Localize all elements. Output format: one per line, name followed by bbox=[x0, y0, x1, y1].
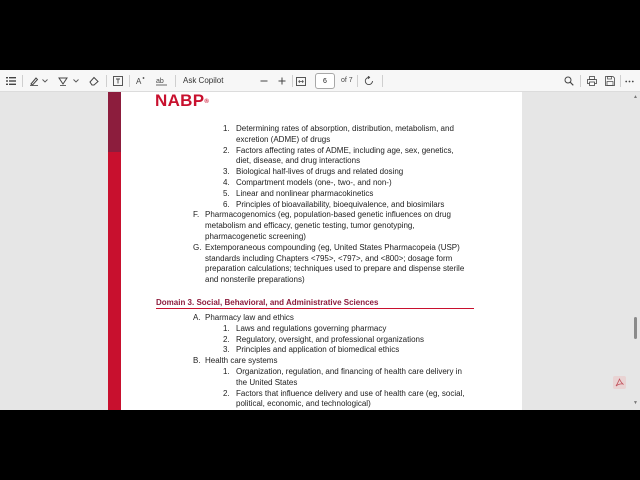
list-item-text: Linear and nonlinear pharmacokinetics bbox=[236, 188, 374, 198]
list-item-text: Compartment models (one-, two-, and non-) bbox=[236, 178, 392, 187]
toolbar-divider bbox=[382, 75, 383, 87]
save-icon[interactable] bbox=[604, 73, 616, 89]
scroll-up-icon[interactable]: ▲ bbox=[633, 94, 638, 100]
list-item-number: 1. bbox=[223, 124, 230, 133]
section-text: metabolism and efficacy, genetic testing, tumor genotyping, bbox=[205, 221, 415, 231]
read-aloud-icon[interactable] bbox=[135, 73, 147, 89]
section-letter: B. bbox=[193, 356, 201, 366]
list-item-text: Determining rates of absorption, distribution, metabolism, and bbox=[236, 124, 454, 133]
document-viewer[interactable] bbox=[0, 92, 640, 410]
list-item-number: 4. bbox=[223, 178, 230, 187]
list-item-number: 1. bbox=[223, 323, 230, 333]
list-item-number: 2. bbox=[223, 388, 230, 398]
toolbar-divider bbox=[129, 75, 130, 87]
zoom-out-icon[interactable] bbox=[258, 73, 270, 89]
toolbar-divider bbox=[22, 75, 23, 87]
section-letter: F. bbox=[193, 210, 200, 220]
letterbox-bottom bbox=[0, 410, 640, 480]
list-item-text: excretion (ADME) of drugs bbox=[236, 134, 331, 144]
pdf-action-icon[interactable] bbox=[613, 376, 626, 389]
section-text: standards including Chapters <795>, <797>, and <800>; dosage form bbox=[205, 253, 453, 263]
erase-icon[interactable] bbox=[88, 73, 100, 89]
nabp-logo: NABP® bbox=[155, 92, 210, 110]
list-item-text: Laws and regulations governing pharmacy bbox=[236, 323, 387, 333]
pdf-toolbar bbox=[0, 70, 640, 92]
section-text: pharmacogenetic screening) bbox=[205, 232, 306, 241]
scrollbar-thumb[interactable] bbox=[634, 317, 637, 339]
domain-heading-rule bbox=[156, 308, 474, 309]
rotate-icon[interactable] bbox=[362, 73, 376, 89]
list-item-number: 1. bbox=[223, 367, 230, 376]
list-item-text: the United States bbox=[236, 377, 298, 387]
letterbox-top bbox=[0, 0, 640, 70]
print-icon[interactable] bbox=[586, 73, 598, 89]
toolbar-divider bbox=[357, 75, 358, 87]
section-title: Health care systems bbox=[205, 356, 278, 366]
list-item-number: 2. bbox=[223, 334, 230, 344]
text-box-icon[interactable] bbox=[112, 73, 124, 89]
vertical-scrollbar[interactable] bbox=[631, 92, 640, 410]
toolbar-divider bbox=[580, 75, 581, 87]
page-stripe bbox=[108, 152, 121, 410]
list-item-text: Regulatory, oversight, and professional organizations bbox=[236, 334, 424, 344]
toolbar-divider bbox=[620, 75, 621, 87]
toolbar-divider bbox=[175, 75, 176, 87]
section-text: preparation calculations; techniques used to prepare and dispense sterile bbox=[205, 264, 465, 274]
svg-text:A: A bbox=[136, 77, 142, 86]
list-item-text: Principles and application of biomedical ethics bbox=[236, 345, 400, 355]
section-text: Extemporaneous compounding (eg, United States Pharmacopeia (USP) bbox=[205, 242, 460, 252]
highlight-icon[interactable] bbox=[57, 73, 69, 89]
zoom-in-icon[interactable] bbox=[276, 73, 288, 89]
section-letter: G. bbox=[193, 242, 202, 252]
translate-icon[interactable] bbox=[155, 73, 169, 89]
list-item-text: Organization, regulation, and financing of health care delivery in bbox=[236, 367, 462, 376]
fit-page-icon[interactable] bbox=[295, 73, 307, 89]
list-item-number: 2. bbox=[223, 145, 230, 155]
list-item-text: Factors that influence delivery and use of health care (eg, social, bbox=[236, 388, 465, 398]
list-item-text: Principles of bioavailability, bioequivalence, and biosimilars bbox=[236, 199, 445, 209]
list-item-text: Biological half-lives of drugs and related dosing bbox=[236, 167, 404, 177]
contents-icon[interactable] bbox=[4, 73, 18, 89]
search-icon[interactable] bbox=[563, 73, 575, 89]
domain-heading: Domain 3. Social, Behavioral, and Administrative Sciences bbox=[156, 298, 379, 307]
list-item-number: 5. bbox=[223, 188, 230, 198]
svg-text:ab: ab bbox=[156, 78, 164, 85]
list-item-number: 3. bbox=[223, 345, 230, 355]
section-letter: A. bbox=[193, 313, 201, 322]
toolbar-divider bbox=[106, 75, 107, 87]
list-item-text: political, economic, and technological) bbox=[236, 399, 371, 409]
page-stripe-top bbox=[108, 92, 121, 152]
page-number-input[interactable]: 6 bbox=[315, 73, 335, 89]
list-item-text: diet, disease, and drug interactions bbox=[236, 156, 361, 166]
list-item-text: Factors affecting rates of ADME, including age, sex, genetics, bbox=[236, 145, 454, 155]
list-item-number: 3. bbox=[223, 167, 230, 177]
list-item-number: 6. bbox=[223, 199, 230, 209]
pdf-page bbox=[108, 92, 522, 410]
more-options-icon[interactable] bbox=[623, 73, 635, 89]
section-text: Pharmacogenomics (eg, population-based genetic influences on drug bbox=[205, 210, 451, 220]
page-count-label: of 7 bbox=[341, 77, 353, 84]
section-text: and nonsterile preparations) bbox=[205, 275, 305, 285]
chevron-down-icon[interactable] bbox=[72, 73, 80, 89]
scroll-down-icon[interactable]: ▼ bbox=[633, 400, 638, 406]
chevron-down-icon[interactable] bbox=[41, 73, 49, 89]
ask-copilot-button[interactable]: Ask Copilot bbox=[183, 76, 224, 85]
draw-icon[interactable] bbox=[28, 73, 40, 89]
toolbar-divider bbox=[292, 75, 293, 87]
section-title: Pharmacy law and ethics bbox=[205, 313, 294, 322]
